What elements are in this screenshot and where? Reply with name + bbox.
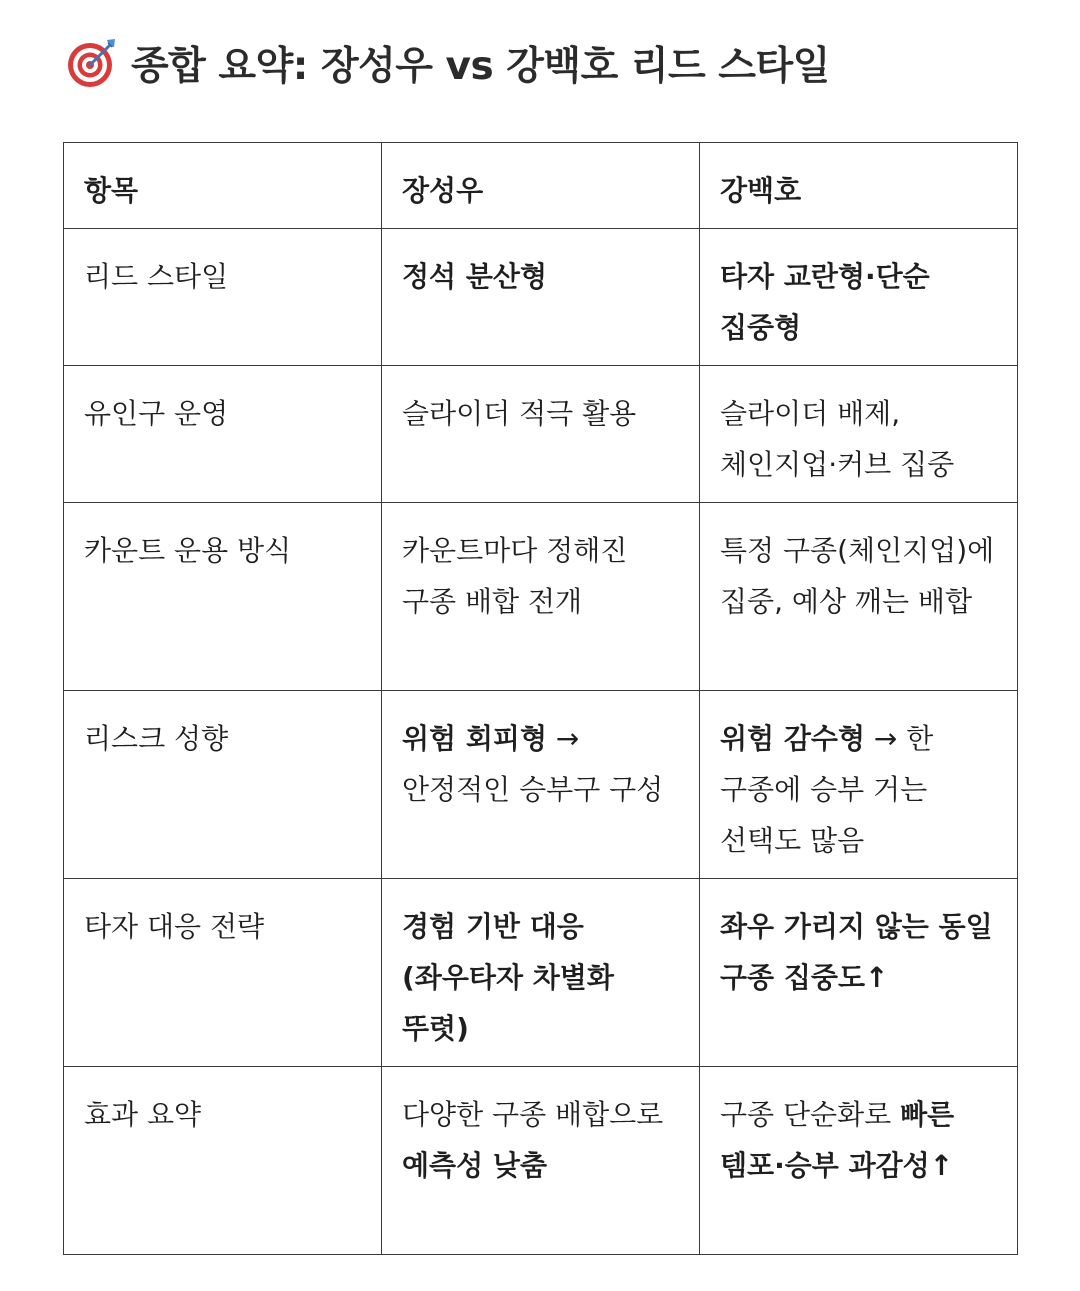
cell-text-segment: 경험 기반 대응 (좌우타자 차별화 뚜렷) <box>402 910 614 1045</box>
cell-text-segment: 다양한 구종 배합으로 <box>402 1098 664 1131</box>
cell-text-segment: 구종 단순화로 <box>720 1098 901 1131</box>
cell-jang <box>382 503 700 691</box>
cell-text-segment: 위험 회피형 <box>402 722 547 755</box>
cell-kang <box>700 1067 1018 1255</box>
cell-jang <box>382 691 700 879</box>
cell-text-segment: 타자 교란형·단순 집중형 <box>720 260 930 344</box>
cell-item: 유인구 운영 <box>64 366 382 503</box>
cell-text-segment: 카운트마다 정해진 구종 배합 전개 <box>402 534 628 618</box>
cell-item: 카운트 운용 방식 <box>64 503 382 691</box>
header-jang: 장성우 <box>382 143 700 229</box>
cell-kang <box>700 691 1018 879</box>
cell-jang <box>382 1067 700 1255</box>
cell-item: 리스크 성향 <box>64 691 382 879</box>
table-row <box>64 879 1018 1067</box>
cell-text-segment: 슬라이더 적극 활용 <box>402 397 637 430</box>
table-header-row <box>64 143 1018 229</box>
cell-text-segment: → 한 구종에 승부 거는 선택도 많음 <box>720 722 934 857</box>
title-text: 종합 요약: 장성우 vs 강백호 리드 스타일 <box>131 44 830 89</box>
cell-kang <box>700 366 1018 503</box>
cell-item: 타자 대응 전략 <box>64 879 382 1067</box>
cell-text-segment: 슬라이더 배제, 체인지업·커브 집중 <box>720 397 955 481</box>
cell-text-segment: → 안정적인 승부구 구성 <box>402 722 664 806</box>
table-row <box>64 691 1018 879</box>
cell-kang <box>700 879 1018 1067</box>
cell-text-segment: 정석 분산형 <box>402 260 547 293</box>
header-item: 항목 <box>64 143 382 229</box>
cell-text-segment: 특정 구종(체인지업)에 집중, 예상 깨는 배합 <box>720 534 995 618</box>
page-title <box>63 30 830 96</box>
target-dart-icon <box>63 35 119 91</box>
table-row <box>64 503 1018 691</box>
cell-text-segment: 빠른 템포·승부 과감성↑ <box>720 1098 955 1182</box>
table-row <box>64 366 1018 503</box>
cell-text-segment: 좌우 가리지 않는 동일 구종 집중도↑ <box>720 910 993 994</box>
summary-table <box>63 142 1018 1255</box>
cell-jang <box>382 366 700 503</box>
cell-text-segment: 예측성 낮춤 <box>402 1149 547 1182</box>
table-row <box>64 229 1018 366</box>
cell-jang <box>382 229 700 366</box>
table-row <box>64 1067 1018 1255</box>
cell-item: 리드 스타일 <box>64 229 382 366</box>
header-kang: 강백호 <box>700 143 1018 229</box>
cell-kang <box>700 229 1018 366</box>
cell-text-segment: 위험 감수형 <box>720 722 865 755</box>
cell-kang <box>700 503 1018 691</box>
cell-item: 효과 요약 <box>64 1067 382 1255</box>
cell-jang <box>382 879 700 1067</box>
